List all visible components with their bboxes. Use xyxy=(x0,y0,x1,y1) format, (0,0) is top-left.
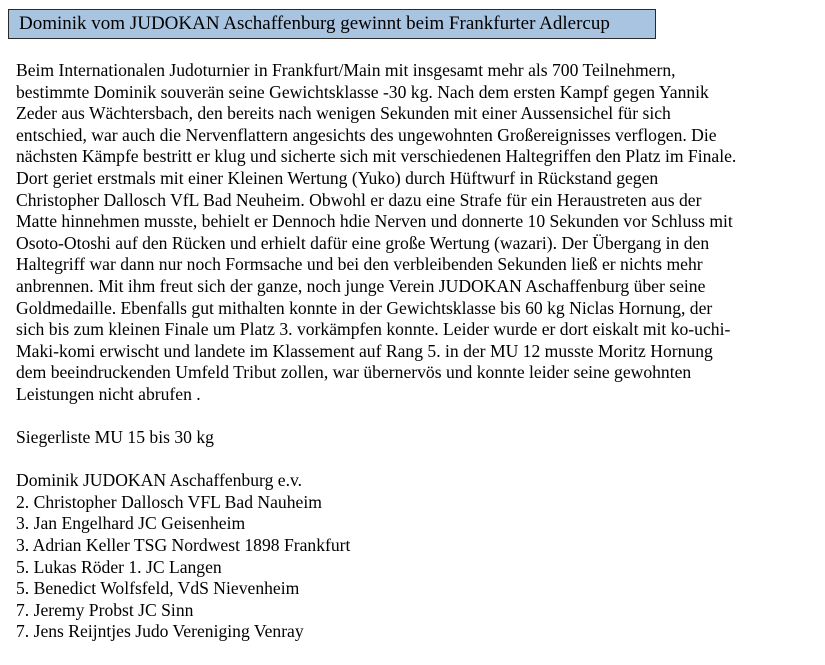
paragraph-spacer xyxy=(16,449,822,471)
body-line: Zeder aus Wächtersbach, den bereits nach wenigen Sekunden mit einer Aussensichel für sich xyxy=(16,103,671,124)
body-line: Beim Internationalen Judoturnier in Frankfurt/Main mit insgesamt mehr als 700 Teilnehmern, xyxy=(16,60,676,80)
body-line: anbrennen. Mit ihm freut sich der ganze, noch junge Verein JUDOKAN Aschaffenburg über seine xyxy=(16,275,706,296)
result-entry: 5. Benedict Wolfsfeld, VdS Nievenheim xyxy=(16,578,300,599)
body-line: Goldmedaille. Ebenfalls gut mithalten konnte in der Gewichtsklasse bis 60 kg Niclas Hornung, der xyxy=(16,297,713,318)
body-line: dem beeindruckenden Umfeld Tribut zollen, war übernervös und konnte leider seine gewohnten xyxy=(16,362,692,383)
result-entry: 7. Jens Reijntjes Judo Vereniging Venray xyxy=(16,621,304,642)
body-line: nächsten Kämpfe bestritt er klug und sicherte sich mit verschiedenen Haltegriffen den Platz im Finale. xyxy=(16,146,737,167)
result-entry: 3. Jan Engelhard JC Geisenheim xyxy=(16,513,246,534)
body-line: sich bis zum kleinen Finale um Platz 3. vorkämpfen konnte. Leider wurde er dort eiskalt mit ko-uchi- xyxy=(16,319,731,340)
result-entry: Dominik JUDOKAN Aschaffenburg e.v. xyxy=(16,470,303,491)
body-line: Maki-komi erwischt und landete im Klassement auf Rang 5. in der MU 12 musste Moritz Hornung xyxy=(16,340,713,361)
article-title: Dominik vom JUDOKAN Aschaffenburg gewinnt beim Frankfurter Adlercup xyxy=(8,9,656,39)
body-line: entschied, war auch die Nervenflattern angesichts des ungewohnten Großereignisses verflogen. Die xyxy=(16,124,717,145)
body-line: Matte hinnehmen musste, behielt er Dennoch hdie Nerven und donnerte 10 Sekunden vor Schluss mit xyxy=(16,211,733,232)
body-line: Christopher Dallosch VfL Bad Neuheim. Obwohl er dazu eine Strafe für ein Heraustreten aus der xyxy=(16,189,702,210)
result-entry: 7. Jeremy Probst JC Sinn xyxy=(16,599,194,620)
body-line: bestimmte Dominik souverän seine Gewichtsklasse -30 kg. Nach dem ersten Kampf gegen Yannik xyxy=(16,81,709,102)
body-line: Leistungen nicht abrufen . xyxy=(16,383,201,404)
results-heading: Siegerliste MU 15 bis 30 kg xyxy=(16,427,214,448)
result-entry: 3. Adrian Keller TSG Nordwest 1898 Frankfurt xyxy=(16,535,351,556)
paragraph-spacer xyxy=(16,406,822,428)
body-line: Osoto-Otoshi auf den Rücken und erhielt dafür eine große Wertung (wazari). Der Übergang in den xyxy=(16,232,710,253)
body-line: Haltegriff war dann nur noch Formsache und bei den verbleibenden Sekunden ließ er nichts mehr xyxy=(16,254,703,275)
result-entry: 5. Lukas Röder 1. JC Langen xyxy=(16,556,222,577)
result-entry: 2. Christopher Dallosch VFL Bad Nauheim xyxy=(16,491,322,512)
article-body xyxy=(16,60,822,643)
body-line: Dort geriet erstmals mit einer Kleinen Wertung (Yuko) durch Hüftwurf in Rückstand gegen xyxy=(16,167,659,188)
